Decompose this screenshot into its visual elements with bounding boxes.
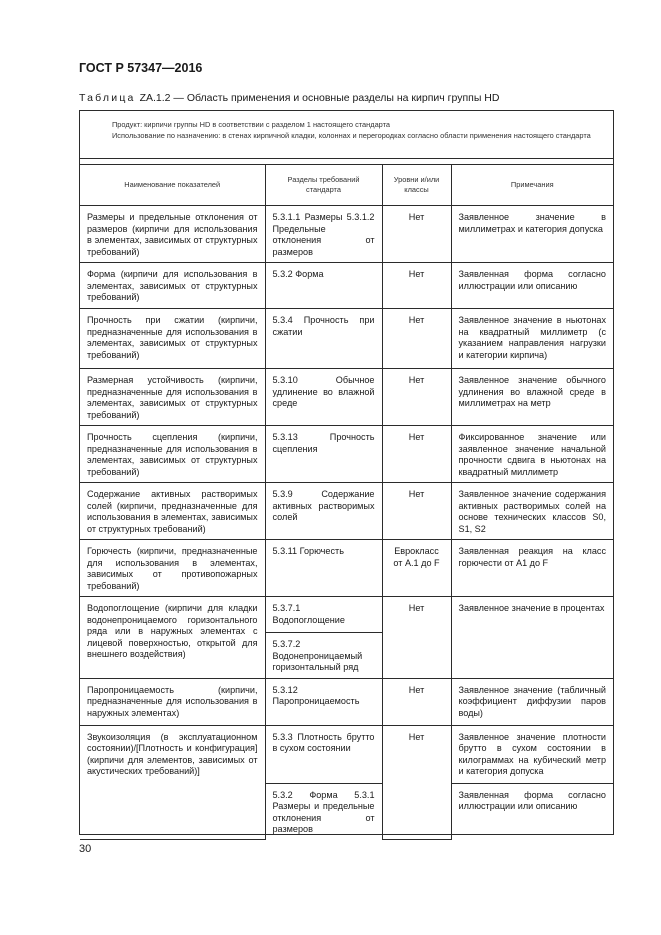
row-levels: Еврокласс от A.1 до F — [382, 540, 451, 597]
row-name: Размерная устойчивость (кирпичи, предназначенные для использования в элементах, зависимых от структурных требований) — [80, 369, 265, 426]
row-name: Горючесть (кирпичи, предназначенные для использования в элементах, зависимых от противопожарных требований) — [80, 540, 265, 597]
document-code: ГОСТ Р 57347—2016 — [79, 61, 203, 75]
table-header-row — [80, 165, 613, 206]
table-row — [80, 309, 613, 369]
row-sections: 5.3.12 Паропроницаемость — [265, 678, 382, 725]
row-sections: 5.3.13 Прочность сцепления — [265, 426, 382, 483]
row-levels: Нет — [382, 678, 451, 725]
page-number: 30 — [79, 843, 92, 855]
table-frame — [79, 110, 614, 835]
table-row — [80, 597, 613, 633]
row-notes: Заявленное значение в ньютонах на квадратный миллиметр (с указанием направления нагрузки и категории кирпича) — [451, 309, 613, 369]
row-notes: Фиксированное значение или заявленное значение начальной прочности сдвига в ньютонах на квадратный миллиметр — [451, 426, 613, 483]
row-sections: 5.3.1.1 Размеры 5.3.1.2 Предельные отклонения от размеров — [265, 206, 382, 263]
table-row — [80, 678, 613, 725]
row-levels: Нет — [382, 483, 451, 540]
row-notes: Заявленное значение плотности брутто в сухом состоянии в килограммах на кубический метр и категория допуска — [451, 725, 613, 783]
row-name: Прочность при сжатии (кирпичи, предназначенные для использования в элементах, зависимых от структурных требований) — [80, 309, 265, 369]
row-notes: Заявленное значение обычного удлинения во влажной среде в миллиметрах на метр — [451, 369, 613, 426]
column-header-sections: Разделы требований стандарта — [265, 165, 382, 206]
row-levels: Нет — [382, 725, 451, 840]
row-notes: Заявленная реакция на класс горючести от A1 до F — [451, 540, 613, 597]
row-levels: Нет — [382, 263, 451, 309]
row-name: Прочность сцепления (кирпичи, предназначенные для использования в элементах, зависимых от структурных требований) — [80, 426, 265, 483]
row-levels: Нет — [382, 426, 451, 483]
row-notes: Заявленное значение в миллиметрах и категория допуска — [451, 206, 613, 263]
row-name: Паропроницаемость (кирпичи, предназначенные для использования в наружных элементах) — [80, 678, 265, 725]
row-name: Размеры и предельные отклонения от размеров (кирпичи для использования в элементах, зависимых от структурных требований) — [80, 206, 265, 263]
row-sections: 5.3.9 Содержание активных растворимых солей — [265, 483, 382, 540]
row-sections: 5.3.11 Горючесть — [265, 540, 382, 597]
row-levels: Нет — [382, 369, 451, 426]
intended-use-line: Использование по назначению: в стенах кирпичной кладки, колоннах и перегородках согласно области применения настоящего стандарта — [112, 131, 591, 140]
row-notes: Заявленная форма согласно иллюстрации или описанию — [451, 263, 613, 309]
table-row — [80, 483, 613, 540]
row-levels: Нет — [382, 309, 451, 369]
column-header-levels: Уровни и/или классы — [382, 165, 451, 206]
row-sections: 5.3.2 Форма — [265, 263, 382, 309]
row-sections: 5.3.2 Форма 5.3.1 Размеры и предельные отклонения от размеров — [265, 783, 382, 840]
column-header-notes: Примечания — [451, 165, 613, 206]
caption-label: Таблица — [79, 92, 136, 104]
row-sections: 5.3.7.2 Водонепроницаемый горизонтальный ряд — [265, 633, 382, 679]
row-levels: Нет — [382, 206, 451, 263]
caption-text: ZA.1.2 — Область применения и основные разделы на кирпич группы HD — [139, 92, 500, 104]
row-levels: Нет — [382, 597, 451, 679]
row-sections: 5.3.3 Плотность брутто в сухом состоянии — [265, 725, 382, 783]
row-name: Форма (кирпичи для использования в элементах, зависимых от структурных требований) — [80, 263, 265, 309]
product-info — [80, 111, 613, 159]
table-row — [80, 725, 613, 783]
table-caption — [79, 92, 499, 104]
row-notes: Заявленное значение в процентах — [451, 597, 613, 679]
requirements-table — [80, 164, 613, 840]
row-notes: Заявленная форма согласно иллюстрации или описанию — [451, 783, 613, 840]
table-row — [80, 426, 613, 483]
product-line: Продукт: кирпичи группы HD в соответствии с разделом 1 настоящего стандарта — [112, 120, 391, 129]
row-name: Водопоглощение (кирпичи для кладки водонепроницаемого горизонтального ряда или в наружных элементах с лицевой поверхностью, открытой для внешнего воздействия) — [80, 597, 265, 679]
row-notes: Заявленное значение (табличный коэффициент диффузии паров воды) — [451, 678, 613, 725]
table-row — [80, 369, 613, 426]
table-row — [80, 263, 613, 309]
row-sections: 5.3.4 Прочность при сжатии — [265, 309, 382, 369]
row-name: Звукоизоляция (в эксплуатационном состоянии)/[Плотность и конфигурация] (кирпичи для элементов, зависимых от акустических требований)] — [80, 725, 265, 840]
column-header-name: Наименование показателей — [80, 165, 265, 206]
row-sections: 5.3.7.1 Водопоглощение — [265, 597, 382, 633]
row-notes: Заявленное значение содержания активных растворимых солей на основе технических классов S0, S1, S2 — [451, 483, 613, 540]
table-row — [80, 206, 613, 263]
row-name: Содержание активных растворимых солей (кирпичи, предназначенные для использования в элементах, зависимых от структурных требований) — [80, 483, 265, 540]
row-sections: 5.3.10 Обычное удлинение во влажной среде — [265, 369, 382, 426]
table-row — [80, 540, 613, 597]
